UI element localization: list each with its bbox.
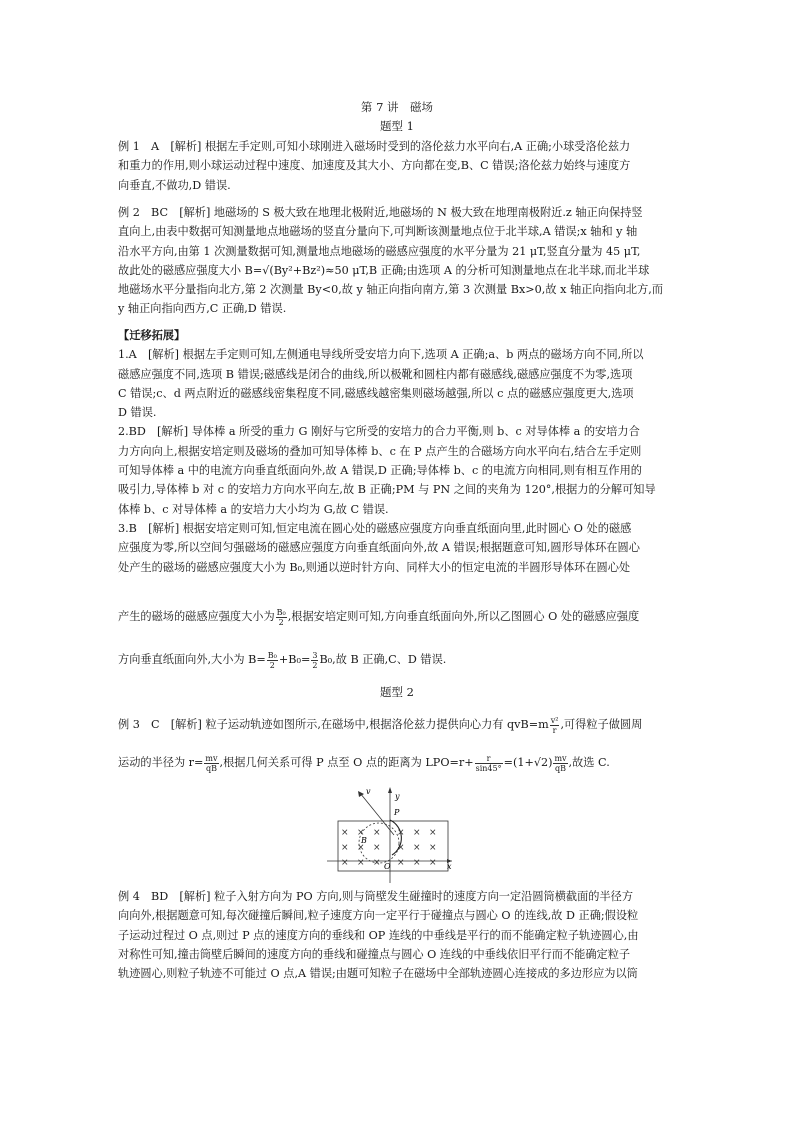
fraction-denominator: 2 — [278, 617, 284, 627]
fraction-b0-over-2 — [276, 608, 287, 627]
example-1-line: 例 1 A [解析] 根据左手定则,可知小球刚进入磁场时受到的洛伦兹力水平向右,A 正确;小球受洛伦兹力 — [118, 140, 631, 153]
lecture-title: 第 7 讲 磁场 — [360, 100, 434, 114]
cross-mark: × — [357, 843, 365, 853]
transfer-section — [118, 326, 680, 577]
item-2-line: 体棒 b、c 对导体棒 a 的安培力大小均为 G,故 C 错误. — [118, 502, 389, 516]
item-3-text: 方向垂直纸面向外,大小为 B= — [118, 653, 266, 666]
velocity-arrow-icon — [358, 791, 364, 797]
fraction-mv-over-qb — [553, 754, 567, 773]
cross-mark: × — [397, 858, 405, 868]
example-4-line: 子运动过程过 O 点,则过 P 点的速度方向的垂线和 OP 连线的中垂线是平行的而不能确定粒子轨迹圆心,由 — [118, 928, 639, 942]
item-2-line: 吸引力,导体棒 b 对 c 的安培力方向水平向左,故 B 正确;PM 与 PN 之间的夹角为 120°,根据力的分解可知导 — [118, 483, 656, 497]
example-3-line-1 — [118, 712, 680, 738]
example-4-line: 向向外,根据题意可知,每次碰撞后瞬间,粒子速度方向一定平行于碰撞点与圆心 O 的连线,故 D 正确;假设粒 — [118, 909, 639, 923]
example-3-line-2 — [118, 750, 680, 776]
cross-mark: × — [429, 828, 437, 838]
example-3-text: ,故选 C. — [568, 756, 610, 769]
item-3-text: B₀,故 B 正确,C、D 错误. — [319, 653, 447, 666]
item-3-text: ,根据安培定则可知,方向垂直纸面向外,所以乙图圆心 O 处的磁感应强度 — [287, 610, 640, 623]
cross-mark: × — [357, 828, 365, 838]
fraction-mv-over-qb — [204, 754, 218, 773]
example-4-line: 对称性可知,撞击筒壁后瞬间的速度方向的垂线和碰撞点与圆心 O 连线的中垂线依旧平行而不能确定粒子 — [118, 947, 631, 961]
example-3-text: 运动的半径为 r= — [118, 756, 204, 769]
field-b-label: B — [361, 836, 367, 845]
cross-mark: × — [341, 843, 349, 853]
example-2-line: 沿水平方向,由第 1 次测量数据可知,测量地点地磁场的磁感应强度的水平分量为 21 μT,竖直分量为 45 μT, — [118, 244, 641, 258]
fraction-denominator: qB — [554, 763, 566, 773]
y-axis-arrow-icon — [388, 787, 392, 793]
fraction-v2-over-r — [550, 716, 560, 735]
section-heading-type1: 题型 1 — [380, 119, 414, 133]
fraction-numerator: 3 — [312, 650, 318, 660]
example-3-text: =(1+√2) — [503, 756, 553, 769]
cross-mark: × — [397, 828, 405, 838]
example-3-text: ,根据几何关系可得 P 点至 O 点的距离为 LPO=r+ — [219, 756, 474, 769]
cross-mark: × — [341, 828, 349, 838]
y-axis-label: y — [395, 792, 400, 801]
cross-mark: × — [429, 843, 437, 853]
section-heading-type2: 题型 2 — [380, 685, 414, 699]
item-3-fraction-line-1 — [118, 604, 680, 630]
cross-mark: × — [413, 858, 421, 868]
fraction-denominator: 2 — [312, 660, 318, 670]
cross-mark: × — [357, 858, 365, 868]
item-2-line: 2.BD [解析] 导体棒 a 所受的重力 G 刚好与它所受的安培力的合力平衡,则 b、c 对导体棒 a 的安培力合 — [118, 425, 640, 439]
item-1-line: C 错误;c、d 两点附近的磁感线密集程度不同,磁感线越密集则磁场越强,所以 c 点的磁感应强度更大,选项 — [118, 386, 634, 400]
fraction-denominator: qB — [205, 763, 217, 773]
cross-mark: × — [397, 843, 405, 853]
cross-mark: × — [373, 828, 381, 838]
fraction-3-over-2 — [311, 651, 318, 670]
cross-mark: × — [413, 843, 421, 853]
velocity-label: v — [366, 787, 371, 796]
example-1-line: 和重力的作用,则小球运动过程中速度、加速度及其大小、方向都在变,B、C 错误;洛伦兹力始终与速度方 — [118, 159, 631, 173]
fraction-numerator: r — [475, 754, 503, 764]
example-2-line: y 轴正向指向西方,C 正确,D 错误. — [118, 302, 287, 316]
fraction-numerator: B₀ — [267, 650, 277, 660]
fraction-numerator: mv — [554, 753, 567, 763]
example-4 — [118, 887, 680, 983]
point-p-label: P — [394, 808, 400, 817]
example-2-line: 地磁场水平分量指向北方,第 2 次测量 By<0,故 y 轴正向指向南方,第 3 次测量 Bx>0,故 x 轴正向指向北方,而 — [118, 283, 664, 297]
example-3-text: ,可得粒子做圆周 — [560, 718, 643, 731]
item-1-line: 1.A [解析] 根据左手定则可知,左侧通电导线所受安培力向下,选项 A 正确;a、b 两点的磁场方向不同,所以 — [118, 348, 644, 362]
item-3-line: 应强度为零,所以空间匀强磁场的磁感应强度方向垂直纸面向外,故 A 错误;根据题意可知,圆形导体环在圆心 — [118, 541, 640, 555]
item-1-line: D 错误. — [118, 406, 157, 420]
example-2-line: 例 2 BC [解析] 地磁场的 S 极大致在地理北极附近,地磁场的 N 极大致在地理南极附近.z 轴正向保持竖 — [118, 206, 643, 219]
fraction-denominator: 2 — [269, 660, 275, 670]
fraction-denominator: sin45° — [475, 763, 502, 773]
fraction-numerator: B₀ — [276, 607, 286, 617]
item-2-line: 力方向向上,根据安培定则及磁场的叠加可知导体棒 b、c 在 P 点产生的合磁场方向水平向右,结合左手定则 — [118, 444, 642, 458]
particle-trajectory-figure — [325, 785, 455, 885]
item-3-fraction-line-2 — [118, 647, 680, 673]
cross-mark: × — [341, 858, 349, 868]
item-1-line: 磁感应强度不同,选项 B 错误;磁感线是闭合的曲线,所以极靴和圆柱内都有磁感线,磁感应强度不为零,选项 — [118, 367, 633, 381]
item-3-line: 处产生的磁场的磁感应强度大小为 B₀,则通以逆时针方向、同样大小的恒定电流的半圆形导体环在圆心处 — [118, 560, 631, 574]
example-4-line: 轨迹圆心,则粒子轨迹不可能过 O 点,A 错误;由题可知粒子在磁场中全部轨迹圆心连接成的多边形应为以筒 — [118, 967, 638, 981]
example-1 — [118, 137, 680, 195]
example-4-line: 例 4 BD [解析] 粒子入射方向为 PO 方向,则与筒壁发生碰撞时的速度方向一定沿圆筒横截面的半径方 — [118, 890, 634, 903]
fraction-denominator: r — [552, 725, 557, 735]
example-1-line: 向垂直,不做功,D 错误. — [118, 178, 231, 192]
item-2-line: 可知导体棒 a 中的电流方向垂直纸面向外,故 A 错误,D 正确;导体棒 b、c 的电流方向相同,则有相互作用的 — [118, 464, 642, 478]
item-3-text: +B₀= — [278, 653, 311, 666]
cross-mark: × — [373, 843, 381, 853]
example-2 — [118, 203, 680, 319]
origin-o-label: O — [384, 862, 391, 871]
example-2-line: 直向上,由表中数据可知测量地点地磁场的竖直分量向下,可判断该测量地点位于北半球,A 错误;x 轴和 y 轴 — [118, 225, 638, 239]
example-3-text: 例 3 C [解析] 粒子运动轨迹如图所示,在磁场中,根据洛伦兹力提供向心力有 qvB=m — [118, 718, 549, 731]
example-2-line: 故此处的磁感应强度大小 B=√(By²+Bz²)≈50 μT,B 正确;由选项 A 的分析可知测量地点在北半球,而北半球 — [118, 263, 650, 277]
fraction-numerator: v² — [550, 715, 559, 725]
fraction-r-over-sin45 — [475, 754, 503, 773]
x-axis-label: x — [447, 862, 452, 871]
item-3-line: 3.B [解析] 根据安培定则可知,恒定电流在圆心处的磁感应强度方向垂直纸面向里,此时圆心 O 处的磁感 — [118, 521, 632, 535]
cross-mark: × — [413, 828, 421, 838]
fraction-numerator: mv — [205, 753, 218, 763]
item-3-text: 产生的磁场的磁感应强度大小为 — [118, 610, 275, 623]
cross-mark: × — [429, 858, 437, 868]
cross-mark: × — [373, 858, 381, 868]
fraction-b0-over-2 — [267, 651, 278, 670]
transfer-heading: 【迁移拓展】 — [118, 328, 186, 342]
